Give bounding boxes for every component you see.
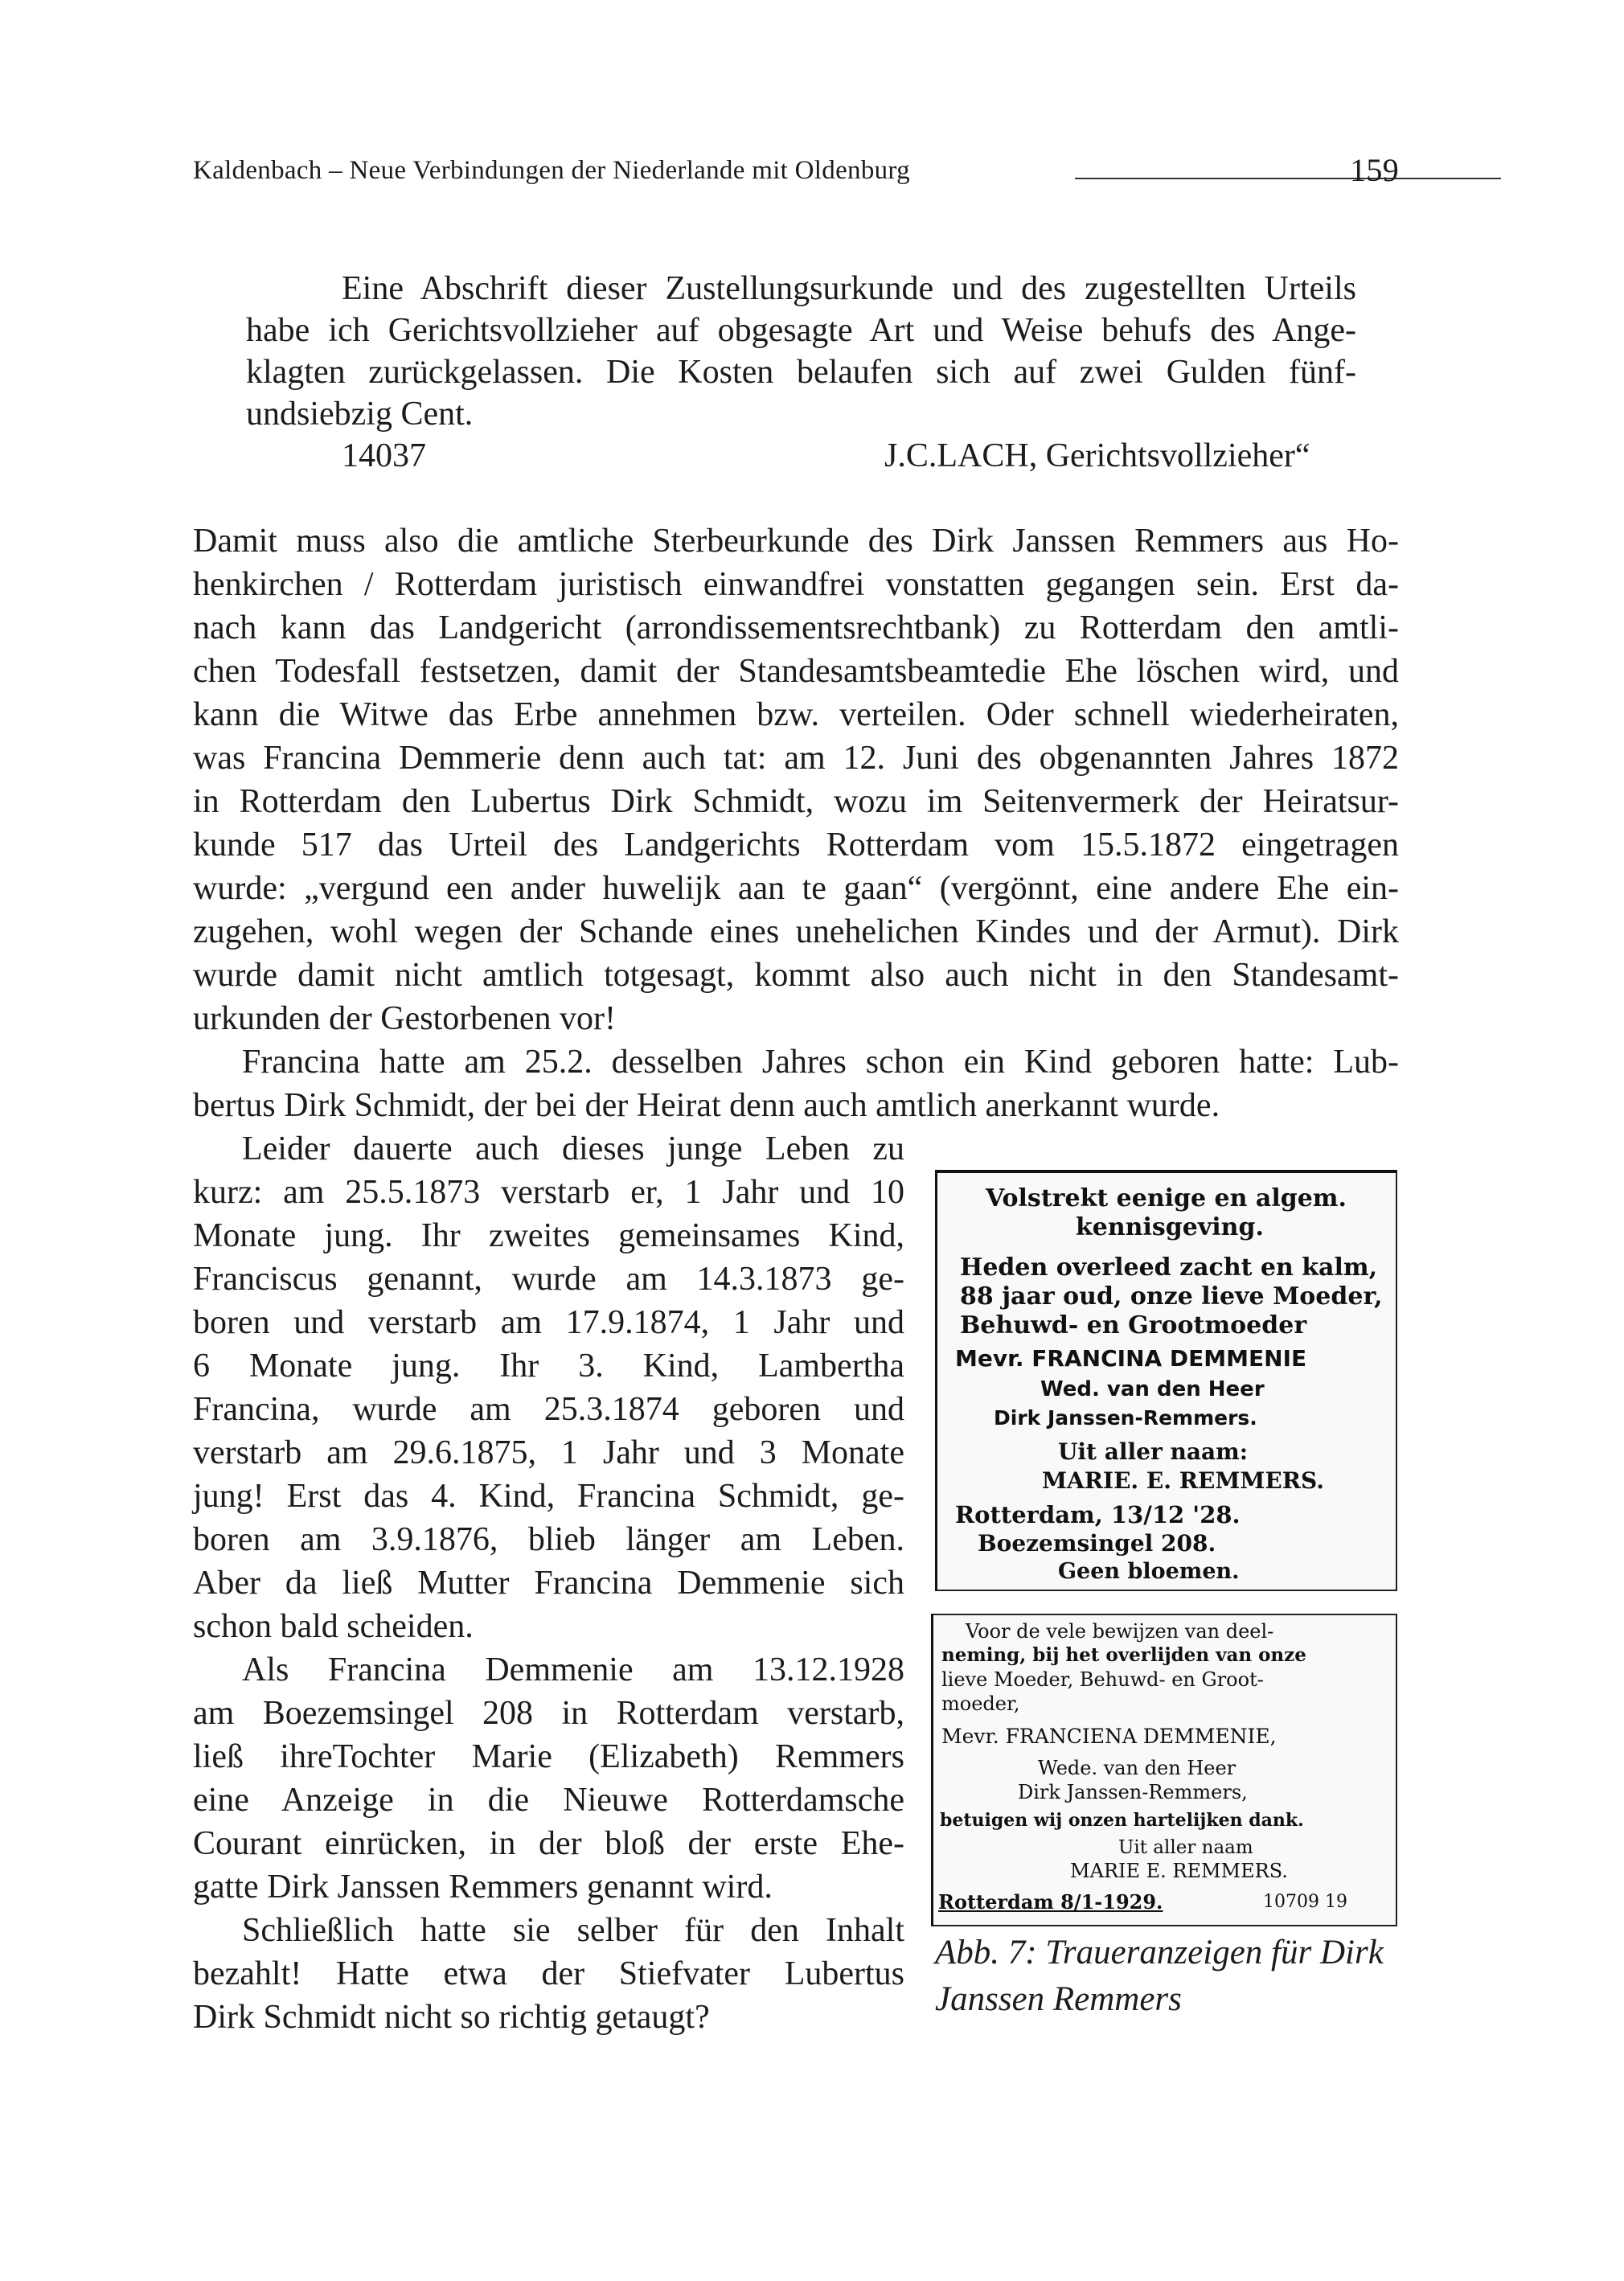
body-line: Schließlich hatte sie selber für den Inhalt bbox=[242, 1912, 904, 1949]
body-line: ließ ihreTochter Marie (Elizabeth) Remmers bbox=[193, 1738, 904, 1775]
body-line: Courant einrücken, in der bloß der erste Ehe- bbox=[193, 1825, 904, 1862]
clipping-line: Wede. van den Heer bbox=[1038, 1757, 1236, 1779]
clipping-line: Boezemsingel 208. bbox=[978, 1530, 1216, 1557]
clipping-line: Heden overleed zacht en kalm, bbox=[960, 1253, 1378, 1282]
body-line: in Rotterdam den Lubertus Dirk Schmidt, wozu im Seitenvermerk der Heiratsur- bbox=[193, 783, 1399, 820]
running-header bbox=[193, 150, 1399, 195]
clipping-line: neming, bij het overlijden van onze bbox=[941, 1644, 1306, 1666]
quote-line: Eine Abschrift dieser Zustellungsurkunde und des zugestellten Urteils bbox=[342, 270, 1356, 307]
clipping-line: 88 jaar oud, onze lieve Moeder, bbox=[960, 1282, 1383, 1311]
body-line: Franciscus genannt, wurde am 14.3.1873 ge- bbox=[193, 1261, 904, 1298]
figure-caption bbox=[935, 1930, 1417, 2023]
body-line: Als Francina Demmenie am 13.12.1928 bbox=[242, 1651, 904, 1688]
caption-line: Abb. 7: Traueranzeigen für Dirk bbox=[935, 1934, 1384, 1971]
page-number: 159 bbox=[1350, 152, 1399, 188]
body-line: boren am 3.9.1876, blieb länger am Leben. bbox=[193, 1521, 904, 1558]
body-line: Francina hatte am 25.2. desselben Jahres schon ein Kind geboren hatte: Lub- bbox=[242, 1044, 1399, 1081]
body-line: verstarb am 29.6.1875, 1 Jahr und 3 Monate bbox=[193, 1434, 904, 1471]
body-line: chen Todesfall festsetzen, damit der Standesamtsbeamtedie Ehe löschen wird, und bbox=[193, 653, 1399, 690]
quote-line: habe ich Gerichtsvollzieher auf obgesagte Art und Weise behufs des Ange- bbox=[246, 312, 1356, 349]
clipping-line: kennisgeving. bbox=[1076, 1213, 1264, 1241]
clipping-line: Rotterdam, 13/12 '28. bbox=[955, 1501, 1241, 1528]
body-line: gatte Dirk Janssen Remmers genannt wird. bbox=[193, 1869, 773, 1906]
body-line: boren und verstarb am 17.9.1874, 1 Jahr und bbox=[193, 1304, 904, 1341]
clipping-line: Mevr. FRANCIENA DEMMENIE, bbox=[941, 1725, 1277, 1748]
clipping-line: 10709 19 bbox=[1263, 1892, 1347, 1912]
clipping-line: betuigen wij onzen hartelijken dank. bbox=[940, 1810, 1304, 1831]
body-line: eine Anzeige in die Nieuwe Rotterdamsche bbox=[193, 1782, 904, 1819]
quote-line: klagten zurückgelassen. Die Kosten belaufen sich auf zwei Gulden fünf- bbox=[246, 354, 1356, 391]
body-line: Dirk Schmidt nicht so richtig getaugt? bbox=[193, 1999, 710, 2036]
clipping-line: Dirk Janssen-Remmers, bbox=[1018, 1781, 1248, 1803]
caption-line: Janssen Remmers bbox=[935, 1980, 1182, 2018]
body-line: am Boezemsingel 208 in Rotterdam verstarb, bbox=[193, 1695, 904, 1732]
clipping-line: Uit aller naam bbox=[1118, 1837, 1253, 1858]
clipping-line: moeder, bbox=[941, 1692, 1020, 1715]
body-line: wurde: „vergund een ander huwelijk aan te gaan“ (vergönnt, eine andere Ehe ein- bbox=[193, 870, 1399, 907]
body-line: Leider dauerte auch dieses junge Leben zu bbox=[242, 1130, 904, 1167]
body-line: kunde 517 das Urteil des Landgerichts Rotterdam vom 15.5.1872 eingetragen bbox=[193, 827, 1399, 864]
clipping-line: MARIE E. REMMERS. bbox=[1070, 1860, 1288, 1882]
clipping-line: Volstrekt eenige en algem. bbox=[986, 1184, 1347, 1212]
clipping-line: Voor de vele bewijzen van deel- bbox=[966, 1620, 1274, 1643]
clipping-line: Wed. van den Heer bbox=[1040, 1377, 1265, 1401]
clipping-line: Behuwd- en Grootmoeder bbox=[960, 1311, 1307, 1339]
body-line: Monate jung. Ihr zweites gemeinsames Kind, bbox=[193, 1217, 904, 1254]
clipping-line: Uit aller naam: bbox=[1058, 1438, 1249, 1465]
body-line: jung! Erst das 4. Kind, Francina Schmidt, ge- bbox=[193, 1478, 904, 1515]
body-line: Aber da ließ Mutter Francina Demmenie sich bbox=[193, 1565, 904, 1602]
body-line: urkunden der Gestorbenen vor! bbox=[193, 1000, 616, 1037]
body-line: bertus Dirk Schmidt, der bei der Heirat denn auch amtlich anerkannt wurde. bbox=[193, 1087, 1220, 1124]
body-line: was Francina Demmerie denn auch tat: am 12. Juni des obgenannten Jahres 1872 bbox=[193, 740, 1399, 777]
body-line: schon bald scheiden. bbox=[193, 1608, 474, 1645]
clipping-line: Dirk Janssen-Remmers. bbox=[994, 1406, 1257, 1430]
body-line: bezahlt! Hatte etwa der Stiefvater Lubertus bbox=[193, 1955, 904, 1992]
body-line: 6 Monate jung. Ihr 3. Kind, Lambertha bbox=[193, 1348, 904, 1385]
body-line: Francina, wurde am 25.3.1874 geboren und bbox=[193, 1391, 904, 1428]
body-line: zugehen, wohl wegen der Schande eines unehelichen Kindes und der Armut). Dirk bbox=[193, 913, 1399, 950]
body-line: henkirchen / Rotterdam juristisch einwandfrei vonstatten gegangen sein. Erst da- bbox=[193, 566, 1399, 603]
body-line: wurde damit nicht amtlich totgesagt, kommt also auch nicht in den Standesamt- bbox=[193, 957, 1399, 994]
quote-line: undsiebzig Cent. bbox=[246, 396, 474, 433]
thank-you-notice-clipping-1929 bbox=[931, 1614, 1397, 1926]
quote-signature: J.C.LACH, Gerichtsvollzieher“ bbox=[884, 437, 1310, 474]
header-rule bbox=[1075, 178, 1501, 179]
body-line: kurz: am 25.5.1873 verstarb er, 1 Jahr und 10 bbox=[193, 1174, 904, 1211]
death-notice-clipping-1928 bbox=[935, 1170, 1397, 1591]
clipping-line: lieve Moeder, Behuwd- en Groot- bbox=[941, 1668, 1264, 1691]
quote-number: 14037 bbox=[342, 437, 426, 474]
clipping-line: Geen bloemen. bbox=[1058, 1559, 1240, 1584]
clipping-line: MARIE. E. REMMERS. bbox=[1042, 1467, 1324, 1494]
clipping-line: Rotterdam 8/1-1929. bbox=[938, 1890, 1163, 1914]
clipping-line: Mevr. FRANCINA DEMMENIE bbox=[955, 1345, 1307, 1372]
body-line: nach kann das Landgericht (arrondissementsrechtbank) zu Rotterdam den amtli- bbox=[193, 609, 1399, 646]
running-title: Kaldenbach – Neue Verbindungen der Niederlande mit Oldenburg bbox=[193, 156, 910, 185]
body-line: kann die Witwe das Erbe annehmen bzw. verteilen. Oder schnell wiederheiraten, bbox=[193, 696, 1399, 733]
body-line: Damit muss also die amtliche Sterbeurkunde des Dirk Janssen Remmers aus Ho- bbox=[193, 523, 1399, 560]
